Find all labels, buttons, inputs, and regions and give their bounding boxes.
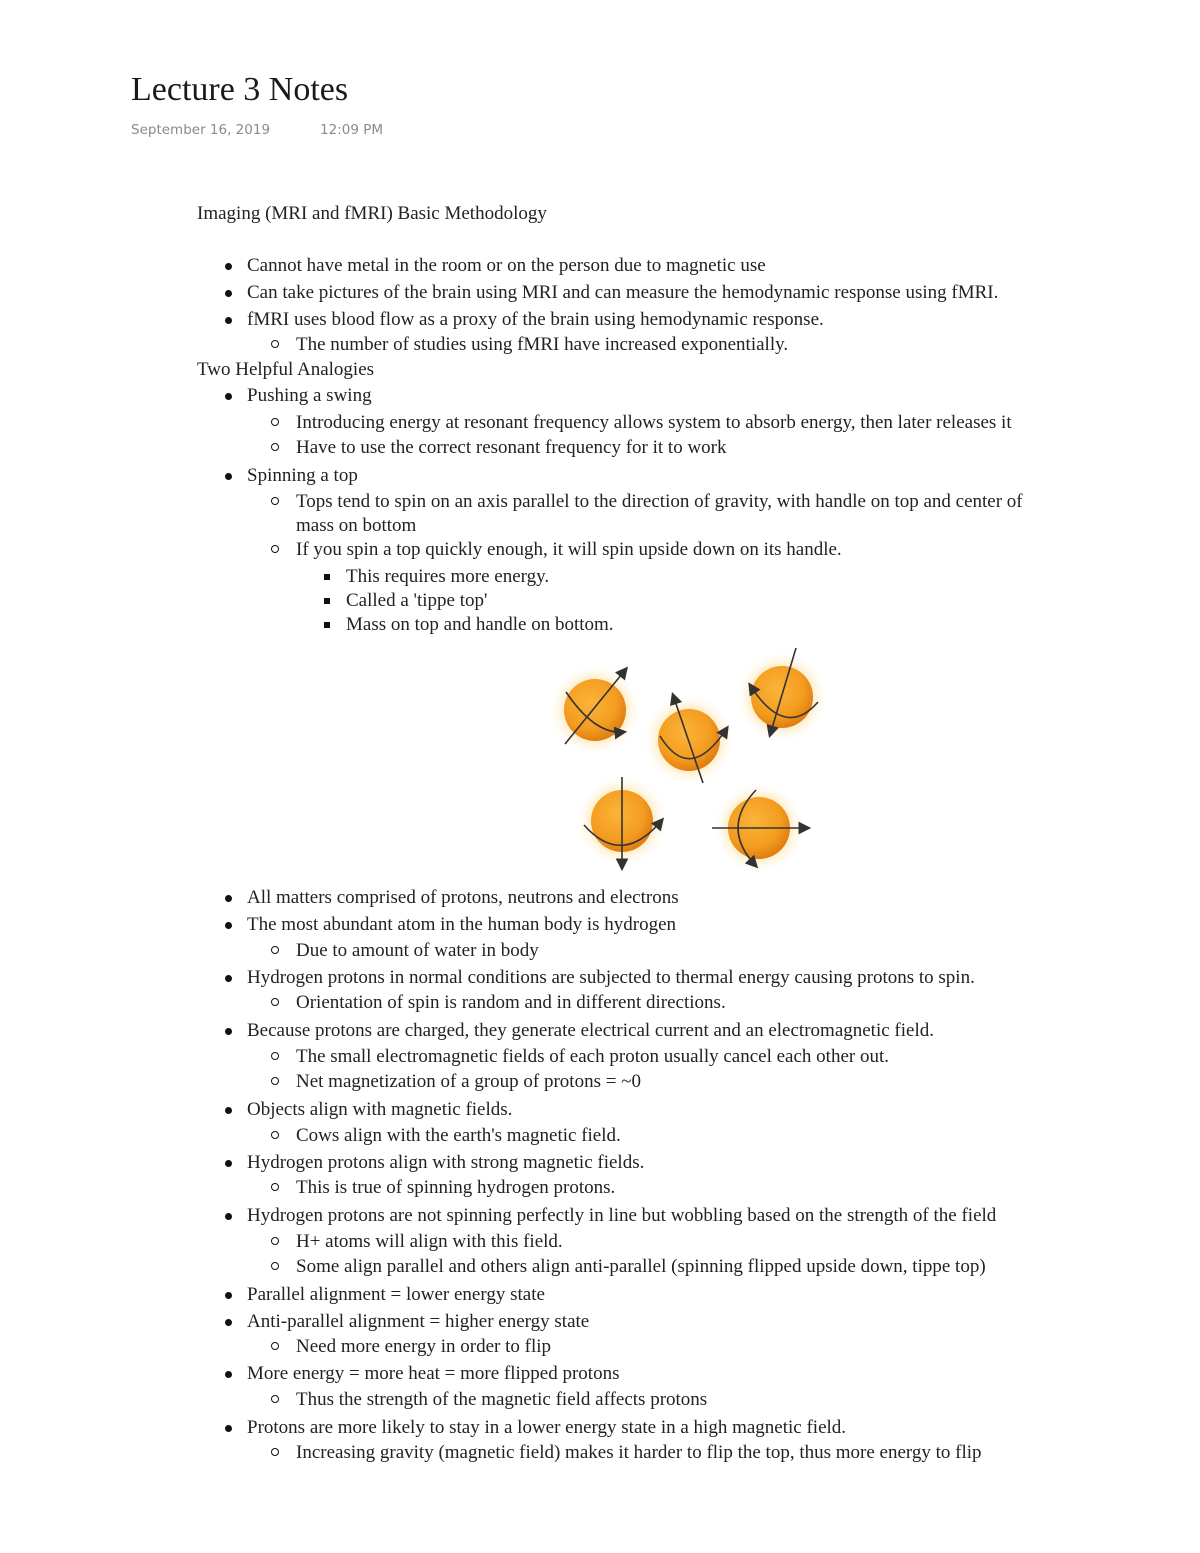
bullet-icon	[225, 1425, 232, 1432]
list-item-text: Can take pictures of the brain using MRI and can measure the hemodynamic response using fMRI.	[247, 282, 999, 303]
list-item-text: This requires more energy.	[346, 566, 550, 587]
page-title: Lecture 3 Notes	[131, 71, 349, 108]
hollow-bullet-icon	[271, 1262, 279, 1270]
list-item-text: mass on bottom	[296, 515, 417, 536]
bullet-icon	[225, 290, 232, 297]
hollow-bullet-icon	[271, 946, 279, 954]
bullet-icon	[225, 1319, 232, 1326]
hollow-bullet-icon	[271, 545, 279, 553]
bullet-icon	[225, 975, 232, 982]
list-item-text: The small electromagnetic fields of each proton usually cancel each other out.	[296, 1046, 889, 1067]
hollow-bullet-icon	[271, 418, 279, 426]
bullet-icon	[225, 1107, 232, 1114]
hollow-bullet-icon	[271, 1237, 279, 1245]
bullet-icon	[225, 263, 232, 270]
list-item-text: Called a 'tippe top'	[346, 590, 488, 611]
list-item-text: H+ atoms will align with this field.	[296, 1231, 563, 1252]
list-item-text: Pushing a swing	[247, 385, 372, 406]
list-item-text: Some align parallel and others align anti-parallel (spinning flipped upside down, tippe top)	[296, 1256, 986, 1277]
list-item-text: Increasing gravity (magnetic field) makes it harder to flip the top, thus more energy to flip	[296, 1442, 982, 1463]
list-item-text: Need more energy in order to flip	[296, 1336, 552, 1357]
bullet-icon	[225, 1213, 232, 1220]
heading-text: Imaging (MRI and fMRI) Basic Methodology	[197, 203, 547, 224]
list-item-text: Have to use the correct resonant frequency for it to work	[296, 437, 727, 458]
bullet-icon	[225, 1160, 232, 1167]
spinning-protons-illustration	[540, 640, 840, 875]
proton-5	[712, 783, 808, 873]
list-item-text: Orientation of spin is random and in different directions.	[296, 992, 726, 1013]
list-item-text: Objects align with magnetic fields.	[247, 1099, 513, 1120]
bullet-icon	[225, 895, 232, 902]
proton-3	[737, 648, 827, 742]
list-item-text: Parallel alignment = lower energy state	[247, 1284, 545, 1305]
hollow-bullet-icon	[271, 1183, 279, 1191]
hollow-bullet-icon	[271, 1131, 279, 1139]
bullet-icon	[225, 317, 232, 324]
list-item-text: Because protons are charged, they generate electrical current and an electromagnetic field.	[247, 1020, 934, 1041]
note-date: September 16, 2019	[131, 122, 271, 138]
list-item-text: Spinning a top	[247, 465, 358, 486]
note-time: 12:09 PM	[320, 122, 383, 138]
heading-text: Two Helpful Analogies	[197, 359, 375, 380]
list-item-text: Protons are more likely to stay in a lower energy state in a high magnetic field.	[247, 1417, 847, 1438]
proton-4	[577, 776, 667, 868]
list-item-text: More energy = more heat = more flipped protons	[247, 1363, 620, 1384]
list-item-text: Cannot have metal in the room or on the person due to magnetic use	[247, 255, 766, 276]
list-item-text: Anti-parallel alignment = higher energy state	[247, 1311, 590, 1332]
hollow-bullet-icon	[271, 998, 279, 1006]
list-item-text: All matters comprised of protons, neutrons and electrons	[247, 887, 679, 908]
list-item-text: Introducing energy at resonant frequency allows system to absorb energy, then later releases it	[296, 412, 1012, 433]
hollow-bullet-icon	[271, 1448, 279, 1456]
bullet-icon	[225, 393, 232, 400]
bullet-icon	[225, 1292, 232, 1299]
list-item-text: Hydrogen protons align with strong magnetic fields.	[247, 1152, 645, 1173]
proton-2	[644, 695, 734, 785]
list-item-text: Thus the strength of the magnetic field affects protons	[296, 1389, 708, 1410]
list-item-text: If you spin a top quickly enough, it will spin upside down on its handle.	[296, 539, 842, 560]
square-bullet-icon	[324, 598, 330, 604]
bullet-icon	[225, 473, 232, 480]
list-item-text: Net magnetization of a group of protons = ~0	[296, 1071, 641, 1092]
proton-1	[550, 665, 640, 755]
square-bullet-icon	[324, 574, 330, 580]
hollow-bullet-icon	[271, 497, 279, 505]
list-item-text: The number of studies using fMRI have increased exponentially.	[296, 334, 789, 355]
list-item-text: Due to amount of water in body	[296, 940, 539, 961]
list-item-text: The most abundant atom in the human body is hydrogen	[247, 914, 677, 935]
bullet-icon	[225, 1028, 232, 1035]
list-item-text: fMRI uses blood flow as a proxy of the brain using hemodynamic response.	[247, 309, 824, 330]
list-item-text: Cows align with the earth's magnetic field.	[296, 1125, 621, 1146]
bullet-icon	[225, 1371, 232, 1378]
list-item-text: This is true of spinning hydrogen protons.	[296, 1177, 616, 1198]
hollow-bullet-icon	[271, 1052, 279, 1060]
hollow-bullet-icon	[271, 1342, 279, 1350]
list-item-text: Tops tend to spin on an axis parallel to the direction of gravity, with handle on top and center of	[296, 491, 1023, 512]
hollow-bullet-icon	[271, 340, 279, 348]
hollow-bullet-icon	[271, 1077, 279, 1085]
hollow-bullet-icon	[271, 1395, 279, 1403]
list-item-text: Hydrogen protons are not spinning perfectly in line but wobbling based on the strength of the field	[247, 1205, 997, 1226]
square-bullet-icon	[324, 622, 330, 628]
hollow-bullet-icon	[271, 443, 279, 451]
list-item-text: Mass on top and handle on bottom.	[346, 614, 614, 635]
list-item-text: Hydrogen protons in normal conditions are subjected to thermal energy causing protons to spin.	[247, 967, 975, 988]
bullet-icon	[225, 922, 232, 929]
